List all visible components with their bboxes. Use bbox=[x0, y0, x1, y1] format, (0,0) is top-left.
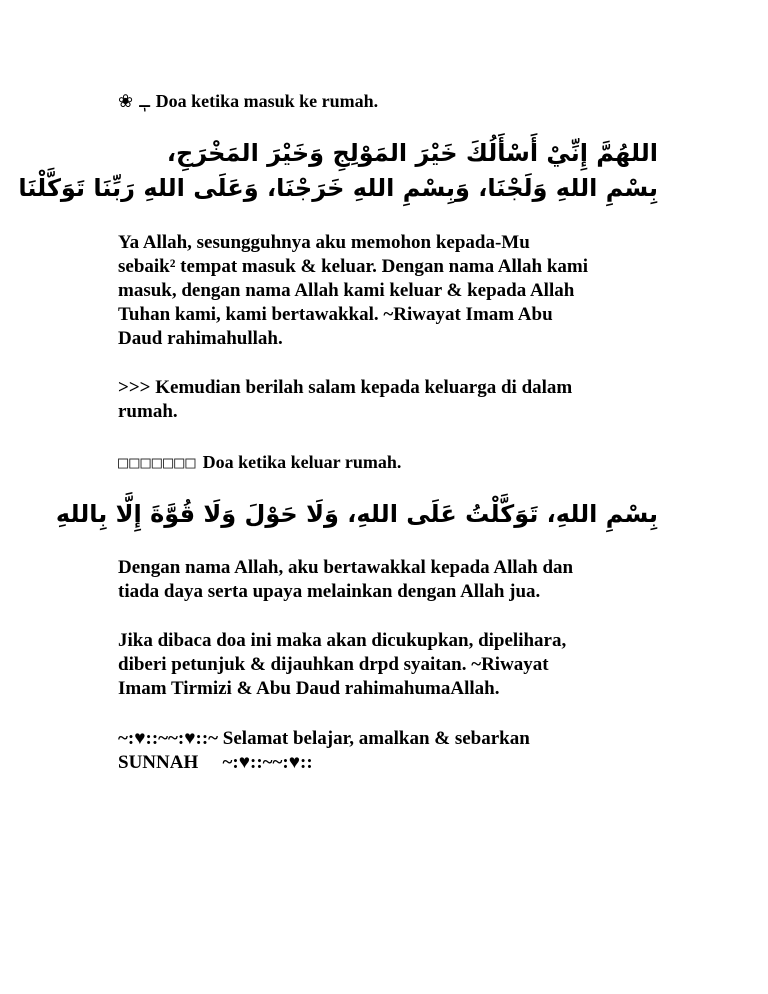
arabic-prayer-enter-line-1: اللهُمَّ إِنِّيْ أَسْأَلُكَ خَيْرَ المَوْلِجِ وَخَيْرَ المَخْرَجِ، bbox=[166, 139, 658, 167]
translation-enter-line: Ya Allah, sesungguhnya aku memohon kepada-Mu bbox=[118, 232, 530, 253]
translation-exit-line: Dengan nama Allah, aku bertawakkal kepada Allah dan bbox=[118, 557, 574, 578]
heading-enter-text: Doa ketika masuk ke rumah. bbox=[155, 91, 379, 111]
benefit-line: diberi petunjuk & dijauhkan drpd syaitan. ~Riwayat bbox=[118, 654, 549, 675]
note-line: >>> Kemudian berilah salam kepada keluarga di dalam bbox=[118, 377, 573, 398]
translation-enter-line: Tuhan kami, kami bertawakkal. ~Riwayat Imam Abu bbox=[118, 304, 553, 325]
decorative-mark-icon: ـ‍ٖ bbox=[139, 91, 150, 111]
arabic-prayer-enter-line-2: بِسْمِ اللهِ وَلَجْنَا، وَبِسْمِ اللهِ خَرَجْنَا، وَعَلَى اللهِ رَبِّنَا تَوَكَّلْنَا bbox=[18, 174, 658, 202]
translation-enter-line: Daud rahimahullah. bbox=[118, 328, 283, 349]
arabic-prayer-exit: بِسْمِ اللهِ، تَوَكَّلْتُ عَلَى اللهِ، وَلَا حَوْلَ وَلَا قُوَّةَ إِلَّا بِاللهِ bbox=[55, 500, 658, 528]
missing-glyph-boxes: □□□□□□□ bbox=[118, 453, 197, 473]
section-heading-exit bbox=[118, 450, 401, 475]
translation-exit-line: tiada daya serta upaya melainkan dengan Allah jua. bbox=[118, 581, 541, 602]
note-line: rumah. bbox=[118, 401, 178, 422]
flower-icon: ❀ bbox=[118, 91, 134, 111]
closing-line: ~:♥::~~:♥::~ Selamat belajar, amalkan & sebarkan bbox=[118, 728, 530, 749]
closing-line: SUNNAH ٰ ~:♥::~~:♥:: bbox=[118, 752, 313, 773]
benefit-line: Imam Tirmizi & Abu Daud rahimahumaAllah. bbox=[118, 678, 500, 699]
benefit-line: Jika dibaca doa ini maka akan dicukupkan, dipelihara, bbox=[118, 630, 567, 651]
translation-enter-line: masuk, dengan nama Allah kami keluar & kepada Allah bbox=[118, 280, 575, 301]
translation-enter-line: sebaik² tempat masuk & keluar. Dengan nama Allah kami bbox=[118, 256, 589, 277]
section-heading-enter bbox=[118, 89, 378, 113]
heading-exit-text: Doa ketika keluar rumah. bbox=[202, 452, 402, 472]
